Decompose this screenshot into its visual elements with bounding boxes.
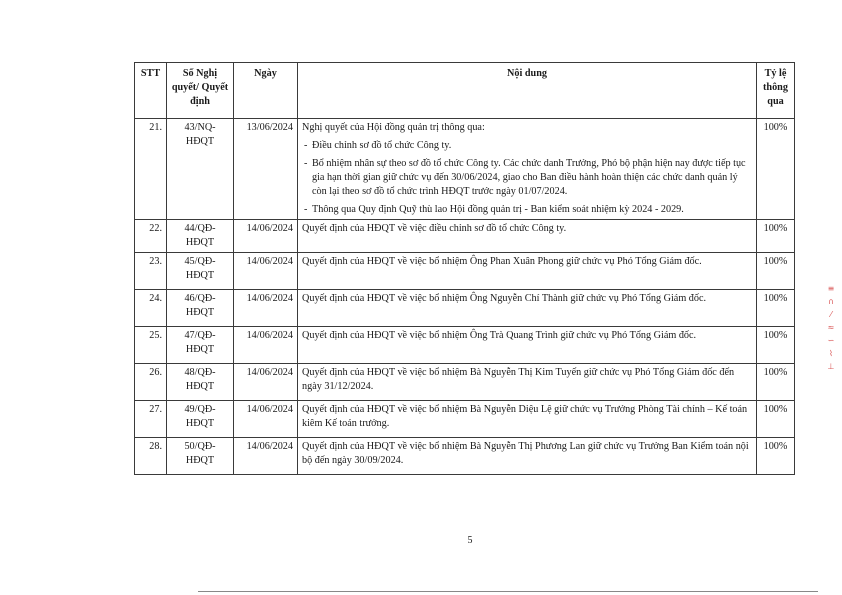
red-stamp-mark-icon: ≡ ∩ ⁄ ≈ ∽ ⌇ ⊥ bbox=[827, 284, 835, 371]
table-row bbox=[135, 290, 795, 327]
page-bottom-divider bbox=[198, 591, 818, 592]
row-stt: 22. bbox=[135, 220, 167, 253]
row-content: Quyết định của HĐQT về việc bổ nhiệm Ông Nguyễn Chí Thành giữ chức vụ Phó Tổng Giám đốc. bbox=[298, 290, 757, 327]
row-resolution-number: 47/QĐ-HĐQT bbox=[167, 327, 234, 364]
row-date: 14/06/2024 bbox=[234, 401, 298, 438]
row-stt: 21. bbox=[135, 119, 167, 220]
table-row bbox=[135, 438, 795, 475]
row-approval-rate: 100% bbox=[757, 438, 795, 475]
row-approval-rate: 100% bbox=[757, 290, 795, 327]
row-approval-rate: 100% bbox=[757, 401, 795, 438]
header-resolution-number: Số Nghị quyết/ Quyết định bbox=[167, 63, 234, 119]
row-resolution-number: 48/QĐ-HĐQT bbox=[167, 364, 234, 401]
table-row bbox=[135, 401, 795, 438]
table-row bbox=[135, 253, 795, 290]
row-resolution-number: 45/QĐ-HĐQT bbox=[167, 253, 234, 290]
row-resolution-number: 49/QĐ-HĐQT bbox=[167, 401, 234, 438]
row-stt: 25. bbox=[135, 327, 167, 364]
resolutions-table bbox=[134, 62, 795, 475]
table-row bbox=[135, 327, 795, 364]
row-approval-rate: 100% bbox=[757, 327, 795, 364]
page-number: 5 bbox=[467, 535, 473, 546]
row-date: 13/06/2024 bbox=[234, 119, 298, 220]
row-approval-rate: 100% bbox=[757, 119, 795, 220]
row-content: Quyết định của HĐQT về việc điều chỉnh sơ đồ tổ chức Công ty. bbox=[298, 220, 757, 253]
header-date: Ngày bbox=[234, 63, 298, 119]
row-content-item: - Thông qua Quy định Quỹ thù lao Hội đồng quản trị - Ban kiểm soát nhiệm kỳ 2024 - 2029. bbox=[302, 203, 752, 217]
header-content: Nội dung bbox=[298, 63, 757, 119]
row-content: Quyết định của HĐQT về việc bổ nhiệm Ông Phan Xuân Phong giữ chức vụ Phó Tổng Giám đốc. bbox=[298, 253, 757, 290]
row-stt: 28. bbox=[135, 438, 167, 475]
row-resolution-number: 46/QĐ-HĐQT bbox=[167, 290, 234, 327]
row-date: 14/06/2024 bbox=[234, 253, 298, 290]
row-approval-rate: 100% bbox=[757, 364, 795, 401]
row-date: 14/06/2024 bbox=[234, 220, 298, 253]
row-content-lead: Nghị quyết của Hội đồng quản trị thông qua: bbox=[302, 122, 485, 133]
row-stt: 27. bbox=[135, 401, 167, 438]
row-approval-rate: 100% bbox=[757, 220, 795, 253]
header-stt: STT bbox=[135, 63, 167, 119]
table-header-row bbox=[135, 63, 795, 119]
row-content bbox=[298, 119, 757, 220]
row-date: 14/06/2024 bbox=[234, 290, 298, 327]
row-content-item: - Điều chỉnh sơ đồ tổ chức Công ty. bbox=[302, 139, 752, 153]
row-content: Quyết định của HĐQT về việc bổ nhiệm Bà Nguyễn Diệu Lệ giữ chức vụ Trưởng Phòng Tài chính – Kế toán kiêm Kế toán trưởng. bbox=[298, 401, 757, 438]
row-date: 14/06/2024 bbox=[234, 364, 298, 401]
row-date: 14/06/2024 bbox=[234, 438, 298, 475]
row-approval-rate: 100% bbox=[757, 253, 795, 290]
row-content: Quyết định của HĐQT về việc bổ nhiệm Ông Trà Quang Trình giữ chức vụ Phó Tổng Giám đốc. bbox=[298, 327, 757, 364]
table-row bbox=[135, 119, 795, 220]
row-stt: 23. bbox=[135, 253, 167, 290]
row-stt: 24. bbox=[135, 290, 167, 327]
row-content: Quyết định của HĐQT về việc bổ nhiệm Bà Nguyễn Thị Kim Tuyến giữ chức vụ Phó Tổng Giám đốc đến ngày 31/12/2024. bbox=[298, 364, 757, 401]
row-resolution-number: 43/NQ-HĐQT bbox=[167, 119, 234, 220]
row-content: Quyết định của HĐQT về việc bổ nhiệm Bà Nguyễn Thị Phương Lan giữ chức vụ Trưởng Ban Kiểm toán nội bộ đến ngày 30/09/2024. bbox=[298, 438, 757, 475]
row-content-item: - Bổ nhiệm nhân sự theo sơ đồ tổ chức Công ty. Các chức danh Trưởng, Phó bộ phận hiện nay được tiếp tục gia hạn thời gian giữ chức vụ đến 30/06/2024, giao cho Ban điều hành hoàn thiện các chức danh quản lý còn lại theo sơ đồ tổ chức trình HĐQT trước ngày 01/07/2024. bbox=[302, 157, 752, 199]
table-row bbox=[135, 364, 795, 401]
table-row bbox=[135, 220, 795, 253]
row-date: 14/06/2024 bbox=[234, 327, 298, 364]
row-resolution-number: 50/QĐ-HĐQT bbox=[167, 438, 234, 475]
row-resolution-number: 44/QĐ-HĐQT bbox=[167, 220, 234, 253]
row-stt: 26. bbox=[135, 364, 167, 401]
header-approval-rate: Tỷ lệ thông qua bbox=[757, 63, 795, 119]
